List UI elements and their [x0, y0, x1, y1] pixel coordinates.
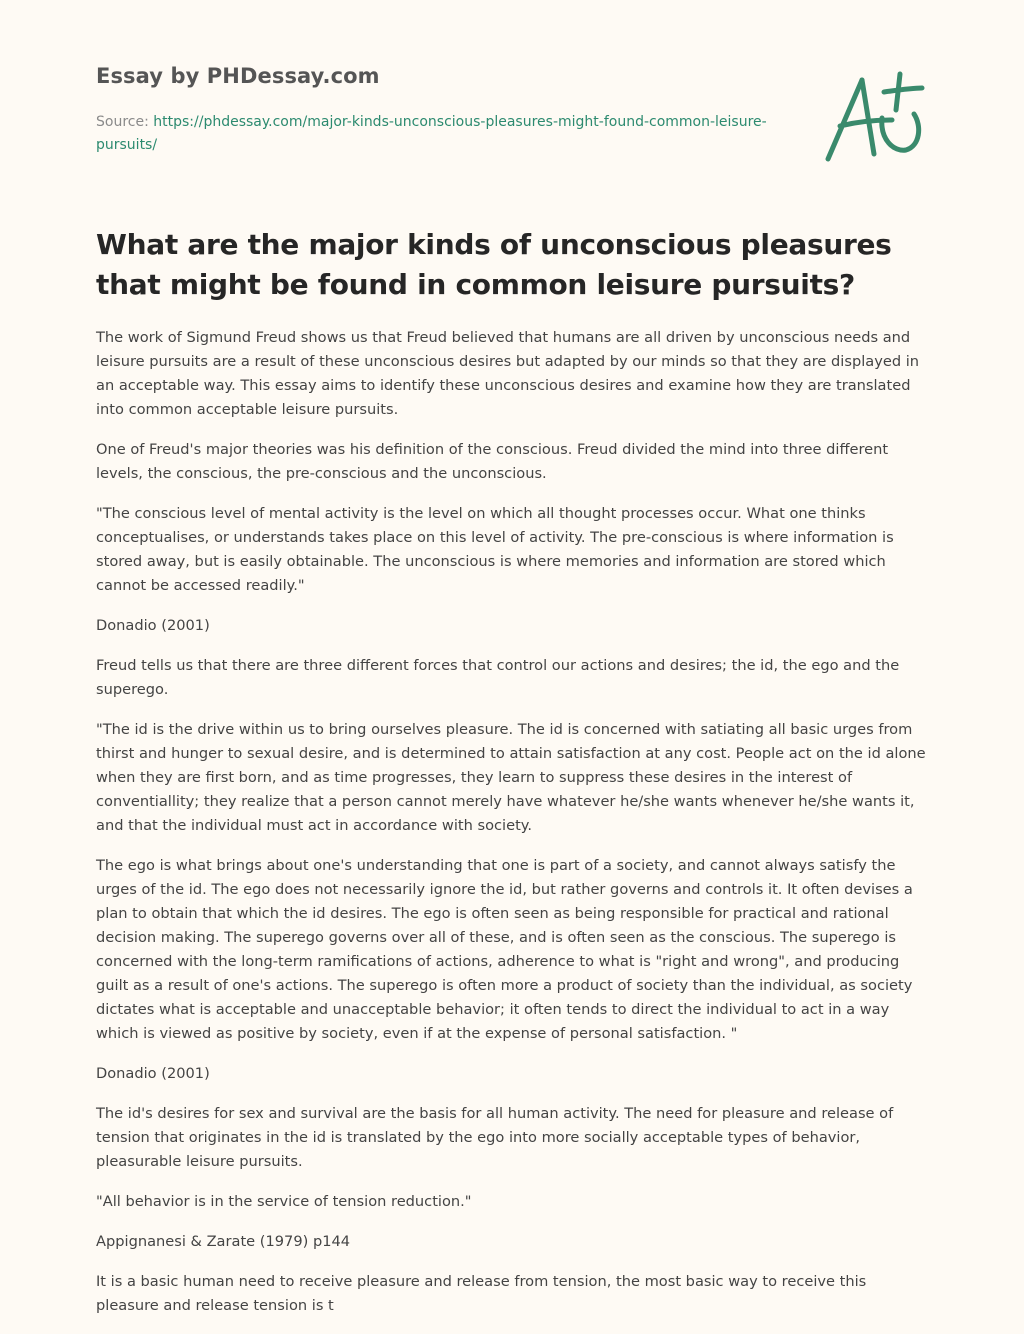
- paragraph: It is a basic human need to receive pleasure and release from tension, the most basic way to receive this pleasure and release tension is t: [96, 1273, 867, 1314]
- paragraph: "The id is the drive within us to bring ourselves pleasure. The id is concerned with satiating all basic urges from thirst and hunger to sexual desire, and is determined to attain satisfaction at any cost. People act on the id alone when they are first born, and as time progresses, they learn to suppress these desires in the interest of conventiallity; they realize that a person cannot merely have whatever he/she wants whenever he/she wants it, and that the individual must act in accordance with society.: [96, 721, 926, 834]
- essay-title: What are the major kinds of unconscious pleasures that might be found in common leisure pursuits?: [96, 228, 892, 301]
- source-label: Source:: [96, 114, 149, 130]
- paragraph: Freud tells us that there are three different forces that control our actions and desires; the id, the ego and the superego.: [96, 657, 900, 698]
- paragraph: The ego is what brings about one's understanding that one is part of a society, and cannot always satisfy the urges of the id. The ego does not necessarily ignore the id, but rather governs and controls it. It often devises a plan to obtain that which the id desires. The ego is often seen as being responsible for practical and rational decision making. The superego governs over all of these, and is often seen as the conscious. The superego is concerned with the long-term ramifications of actions, adherence to what is "right and wrong", and producing guilt as a result of one's actions. The superego is often more a product of society than the individual, as society dictates what is acceptable and unacceptable behavior; it often tends to direct the individual to act in a way which is viewed as positive by society, even if at the expense of personal satisfaction. ": [96, 857, 913, 1042]
- paragraph: The work of Sigmund Freud shows us that Freud believed that humans are all driven by unconscious needs and leisure pursuits are a result of these unconscious desires but adapted by our minds so that they are displayed in an acceptable way. This essay aims to identify these unconscious desires and examine how they are translated into common acceptable leisure pursuits.: [96, 329, 920, 418]
- citation: Donadio (2001): [96, 617, 210, 634]
- paragraph: "The conscious level of mental activity is the level on which all thought processes occur. What one thinks conceptualises, or understands takes place on this level of activity. The pre-conscious is where information is stored away, but is easily obtainable. The unconscious is where memories and information are stored which cannot be accessed readily.": [96, 505, 894, 594]
- citation: Appignanesi & Zarate (1979) p144: [96, 1233, 351, 1250]
- a-plus-logo-icon: [818, 66, 930, 166]
- source-link[interactable]: https://phdessay.com/major-kinds-unconscious-pleasures-might-found-common-leisure-pursuits/: [96, 114, 767, 153]
- quote: "All behavior is in the service of tension reduction.": [96, 1193, 472, 1210]
- essay-body: [96, 326, 928, 1334]
- site-title: Essay by PHDessay.com: [96, 64, 380, 88]
- citation: Donadio (2001): [96, 1065, 210, 1082]
- paragraph: The id's desires for sex and survival are the basis for all human activity. The need for pleasure and release of tension that originates in the id is translated by the ego into more socially acceptable types of behavior, pleasurable leisure pursuits.: [96, 1105, 894, 1170]
- source-line: [96, 111, 776, 157]
- paragraph: One of Freud's major theories was his definition of the conscious. Freud divided the mind into three different levels, the conscious, the pre-conscious and the unconscious.: [96, 441, 889, 482]
